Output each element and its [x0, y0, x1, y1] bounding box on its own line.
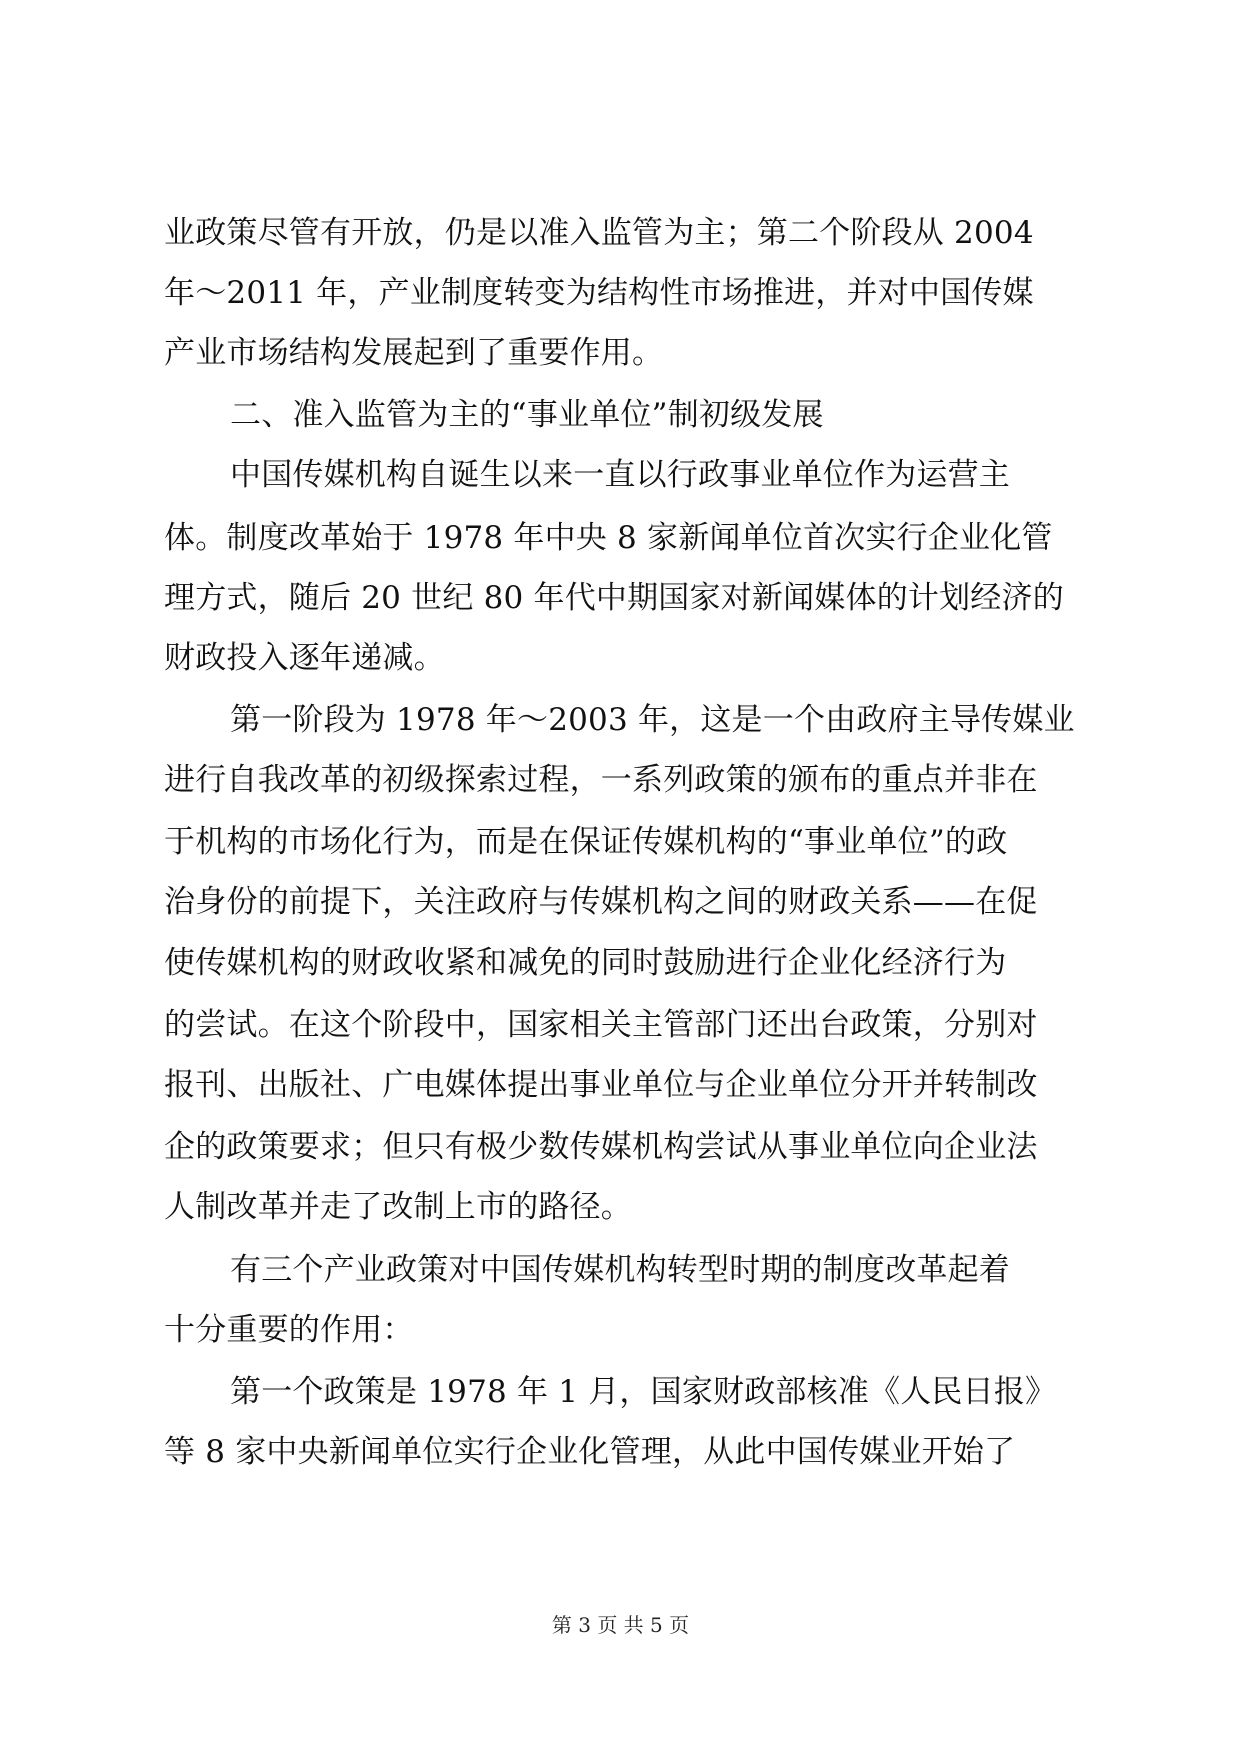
text-line: 十分重要的作用： [164, 1312, 414, 1348]
text-line: 等 8 家中央新闻单位实行企业化管理，从此中国传媒业开始了 [164, 1434, 1016, 1470]
page-number-footer: 第 3 页 共 5 页 [551, 1613, 690, 1637]
text-line: 使传媒机构的财政收紧和减免的同时鼓励进行企业化经济行为 [164, 945, 1007, 981]
text-line: 产业市场结构发展起到了重要作用。 [164, 335, 664, 371]
text-line: 业政策尽管有开放，仍是以准入监管为主；第二个阶段从 2004 [164, 215, 1034, 251]
text-line: 年～2011 年，产业制度转变为结构性市场推进，并对中国传媒 [164, 275, 1034, 311]
text-line: 财政投入逐年递减。 [164, 640, 445, 676]
text-line: 人制改革并走了改制上市的路径。 [164, 1189, 632, 1225]
text-line: 治身份的前提下，关注政府与传媒机构之间的财政关系——在促 [164, 884, 1038, 920]
text-line: 的尝试。在这个阶段中，国家相关主管部门还出台政策，分别对 [164, 1007, 1038, 1043]
section-heading: 二、准入监管为主的“事业单位”制初级发展 [230, 397, 824, 433]
text-line: 进行自我改革的初级探索过程，一系列政策的颁布的重点并非在 [164, 762, 1038, 798]
text-line: 于机构的市场化行为，而是在保证传媒机构的“事业单位”的政 [164, 824, 1008, 860]
paragraph-first-line: 第一个政策是 1978 年 1 月，国家财政部核准《人民日报》 [230, 1374, 1057, 1410]
text-line: 体。制度改革始于 1978 年中央 8 家新闻单位首次实行企业化管 [164, 520, 1053, 556]
paragraph-first-line: 第一阶段为 1978 年～2003 年，这是一个由政府主导传媒业 [230, 702, 1075, 738]
text-line: 企的政策要求；但只有极少数传媒机构尝试从事业单位向企业法 [164, 1129, 1038, 1165]
paragraph-first-line: 有三个产业政策对中国传媒机构转型时期的制度改革起着 [230, 1252, 1010, 1288]
text-line: 报刊、出版社、广电媒体提出事业单位与企业单位分开并转制改 [164, 1067, 1038, 1103]
paragraph-first-line: 中国传媒机构自诞生以来一直以行政事业单位作为运营主 [230, 457, 1010, 493]
text-line: 理方式，随后 20 世纪 80 年代中期国家对新闻媒体的计划经济的 [164, 580, 1064, 616]
